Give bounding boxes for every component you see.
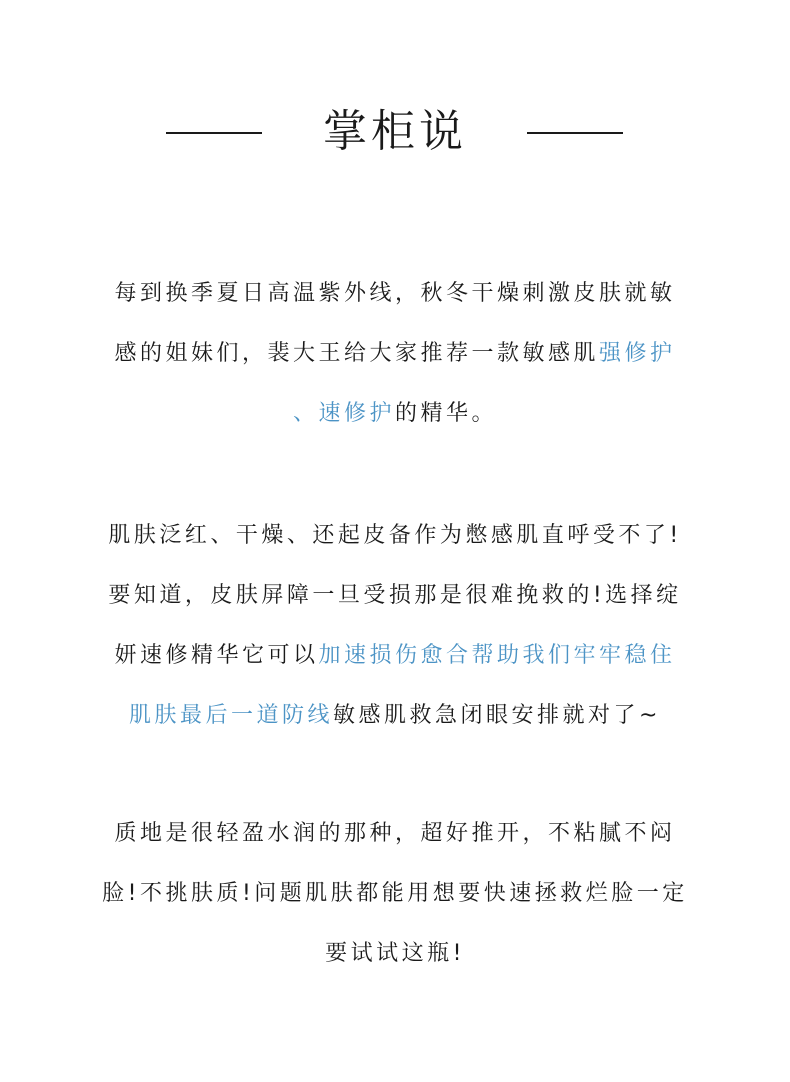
line-text: 肌肤泛红、干燥、还起皮备作为憋感肌直呼受不了! xyxy=(108,523,682,548)
paragraph-line xyxy=(60,506,730,566)
title-rule-right xyxy=(527,132,623,134)
paragraph-1 xyxy=(60,264,730,444)
paragraph-2 xyxy=(60,506,730,746)
line-text: 要知道，皮肤屏障一旦受损那是很难挽救的!选择绽 xyxy=(108,583,682,608)
paragraph-line xyxy=(60,384,730,444)
paragraph-line xyxy=(60,686,730,746)
paragraph-line xyxy=(60,566,730,626)
paragraph-line xyxy=(60,626,730,686)
paragraph-line xyxy=(60,924,730,984)
line-text: 要试试这瓶! xyxy=(325,941,465,966)
line-text: 妍速修精华它可以 xyxy=(114,643,319,668)
line-text: 脸!不挑肤质!问题肌肤都能用想要快速拯救烂脸一定 xyxy=(102,881,688,906)
paragraph-line xyxy=(60,264,730,324)
line-text: 每到换季夏日高温紫外线，秋冬干燥刺激皮肤就敏 xyxy=(114,281,676,306)
page-title: 掌柜说 xyxy=(323,106,467,157)
paragraph-line xyxy=(60,804,730,864)
line-text: 的精华。 xyxy=(395,401,498,426)
line-text: 感的姐妹们，裴大王给大家推荐一款敏感肌 xyxy=(114,341,599,366)
paragraph-line xyxy=(60,864,730,924)
highlight-text: 加速损伤愈合帮助我们牢牢稳住 xyxy=(318,643,676,668)
highlight-text: 强修护 xyxy=(599,341,676,366)
paragraph-line xyxy=(60,324,730,384)
line-text: 质地是很轻盈水润的那种，超好推开，不粘腻不闷 xyxy=(114,821,676,846)
line-text: 敏感肌救急闭眼安排就对了~ xyxy=(333,703,661,728)
header xyxy=(0,100,790,164)
highlight-text: 肌肤最后一道防线 xyxy=(129,703,334,728)
paragraph-3 xyxy=(60,804,730,984)
highlight-text: 、速修护 xyxy=(292,401,395,426)
